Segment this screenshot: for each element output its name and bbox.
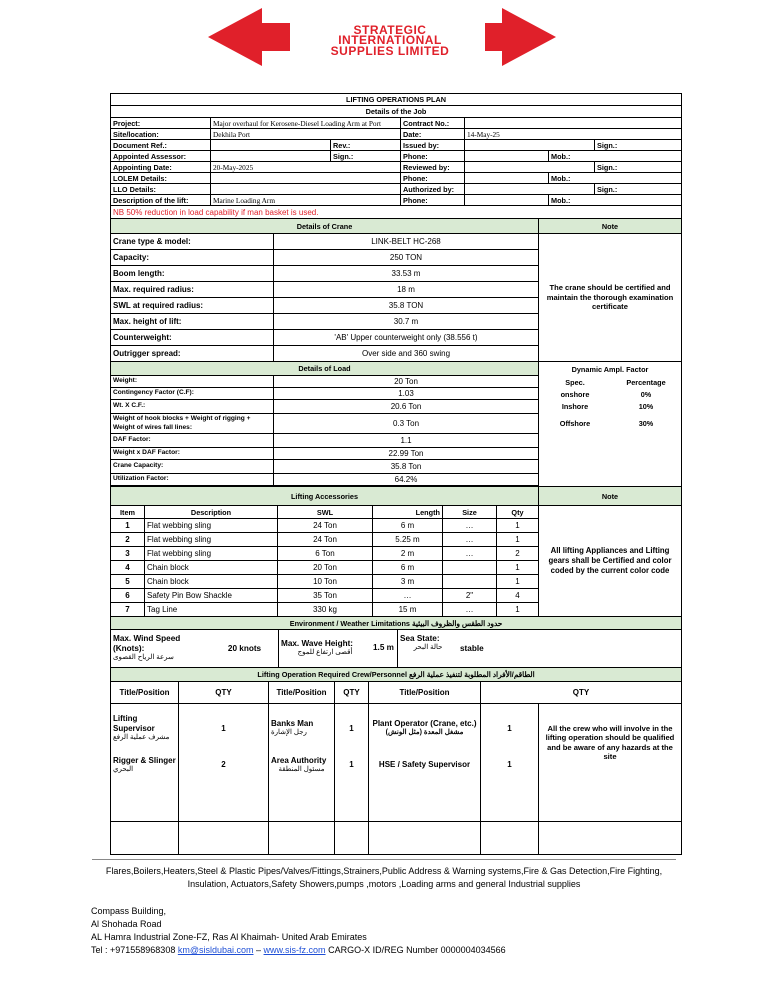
acc-description: Flat webbing sling: [145, 547, 278, 561]
acc-length: 3 m: [373, 575, 443, 589]
crane-section-title: Details of Crane: [111, 218, 539, 234]
acc-swl: 24 Ton: [278, 519, 373, 533]
reviewed-sign-label: Sign.:: [595, 162, 681, 173]
assessor-sign-label: Sign.:: [331, 151, 401, 162]
acc-size: …: [443, 519, 497, 533]
footer-divider: [92, 859, 676, 860]
acc-item: 2: [111, 533, 145, 547]
project-value: Major overhaul for Kerosene-Diesel Loading Arm at Port: [211, 118, 401, 129]
crew-header-qty-2: QTY: [335, 682, 369, 704]
acc-qty: 1: [497, 561, 539, 575]
crane-row-value: 250 TON: [274, 250, 539, 266]
load-row-value: 20.6 Ton: [274, 400, 539, 414]
crane-row-label: Max. required radius:: [111, 282, 274, 298]
crew-area-authority-ar: مسئول المنطقة: [278, 766, 325, 773]
crew-header-title-3: Title/Position: [369, 682, 481, 704]
site-label: Site/location:: [111, 129, 211, 140]
docref-value: [211, 140, 331, 151]
daf-spec-2: Inshore: [561, 401, 589, 411]
load-row-value: 35.8 Ton: [274, 460, 539, 474]
footer-email-link[interactable]: km@sisldubai.com: [177, 945, 254, 955]
daf-pct-2: 10%: [638, 401, 654, 411]
footer-contact: [91, 945, 506, 955]
load-row-label: Weight of hook blocks + Weight of rigging + Weight of wires fall lines:: [111, 414, 274, 434]
footer-address-2: Al Shohada Road: [91, 919, 162, 929]
crew-empty-3: [269, 822, 335, 854]
crane-row-label: Counterweight:: [111, 330, 274, 346]
lolem-value: [211, 173, 401, 184]
acc-description: Chain block: [145, 575, 278, 589]
acc-swl: 35 Ton: [278, 589, 373, 603]
crew-banks-man-qty: 1: [335, 704, 369, 752]
acc-swl: 10 Ton: [278, 575, 373, 589]
logo-line-3: SUPPLIES LIMITED: [330, 44, 450, 58]
crew-rigger-slinger-title: Rigger & Slinger: [113, 756, 176, 765]
assessor-label: Appointed Assessor:: [111, 151, 211, 162]
logo-line-2: INTERNATIONAL: [338, 33, 442, 47]
footer-dash: –: [256, 945, 262, 955]
crane-note-header: Note: [539, 218, 681, 234]
acc-length: 6 m: [373, 561, 443, 575]
issued-phone-value: [465, 151, 549, 162]
crew-hse-supervisor: HSE / Safety Supervisor: [369, 752, 481, 822]
date-label: Date:: [401, 129, 465, 140]
accessories-note: All lifting Appliances and Lifting gears shall be Certified and color coded by the current color code: [539, 506, 681, 617]
crew-plant-operator-qty: 1: [481, 704, 539, 752]
crew-plant-operator-title: Plant Operator (Crane, etc.): [372, 718, 477, 728]
crane-row-value: 18 m: [274, 282, 539, 298]
authorized-label: Authorized by:: [401, 184, 465, 195]
acc-length: 2 m: [373, 547, 443, 561]
load-row-value: 20 Ton: [274, 376, 539, 388]
form-title: LIFTING OPERATIONS PLAN: [111, 94, 681, 106]
crew-empty-1: [111, 822, 179, 854]
footer-cargo: CARGO-X ID/REG Number 0000004034566: [328, 945, 506, 955]
acc-item: 4: [111, 561, 145, 575]
crane-row-value: 'AB' Upper counterweight only (38.556 t): [274, 330, 539, 346]
crew-note: All the crew who will involve in the lifting operation should be qualified and be aware of any hazards at the site: [539, 704, 681, 822]
appointing-date-value: 20-May-2025: [211, 162, 401, 173]
acc-header-swl: SWL: [278, 506, 373, 519]
acc-swl: 330 kg: [278, 603, 373, 617]
acc-length: 5.25 m: [373, 533, 443, 547]
wind-speed-label-group: [111, 630, 211, 668]
issued-value: [465, 140, 595, 151]
acc-length: 6 m: [373, 519, 443, 533]
acc-header-qty: Qty: [497, 506, 539, 519]
daf-spec-header: Spec.: [565, 377, 585, 387]
crew-header-qty-1: QTY: [179, 682, 269, 704]
reviewed-phone-label: Phone:: [401, 173, 465, 184]
crew-plant-operator-ar: مشغل المعدة (مثل الونش): [385, 728, 464, 736]
wind-speed-label-ar: سرعة الرياح القصوى: [113, 654, 174, 662]
lolem-label: LOLEM Details:: [111, 173, 211, 184]
crew-section-title: Lifting Operation Required Crew/Personnel الطاقم/الأفراد المطلوبة لتنفيذ عملية الرفع: [111, 668, 681, 682]
footer-address-3: AL Hamra Industrial Zone-FZ, Ras Al Khaimah- United Arab Emirates: [91, 932, 367, 942]
acc-header-size: Size: [443, 506, 497, 519]
crew-hse-supervisor-qty: 1: [481, 752, 539, 822]
acc-length: 15 m: [373, 603, 443, 617]
acc-header-length: Length: [373, 506, 443, 519]
load-row-value: 1.1: [274, 434, 539, 448]
wind-speed-label: Max. Wind Speed (Knots):: [113, 633, 181, 654]
acc-size: …: [443, 547, 497, 561]
footer-products: Flares,Boilers,Heaters,Steel & Plastic Pipes/Valves/Fittings,Strainers,Public Address & Warning systems,Fire & Gas Detection,Fire Fighting,: [105, 866, 663, 876]
load-row-label: Utilization Factor:: [111, 474, 274, 486]
acc-description: Tag Line: [145, 603, 278, 617]
acc-size: 2": [443, 589, 497, 603]
acc-swl: 20 Ton: [278, 561, 373, 575]
daf-spec-1: onshore: [560, 389, 590, 399]
crane-row-label: Max. height of lift:: [111, 314, 274, 330]
load-row-value: 64.2%: [274, 474, 539, 486]
load-row-label: DAF Factor:: [111, 434, 274, 448]
daf-pct-header: Percentage: [626, 377, 666, 387]
crew-banks-man-title: Banks Man: [271, 718, 314, 728]
wave-height-label: Max. Wave Height:: [281, 639, 354, 648]
sea-state-label: Sea State:: [400, 634, 440, 643]
load-row-value: 1.03: [274, 388, 539, 400]
wave-height-label-group: [279, 630, 371, 668]
accessories-note-header: Note: [539, 486, 681, 506]
crane-row-label: Outrigger spread:: [111, 346, 274, 362]
crew-header-title-1: Title/Position: [111, 682, 179, 704]
acc-size: …: [443, 533, 497, 547]
wave-height-label-ar: أقصى ارتفاع للموج: [297, 649, 353, 657]
sea-state-label-group: [398, 630, 458, 668]
environment-section-title: Environment / Weather Limitations حدود الطقس والظروف البيئية: [111, 617, 681, 630]
acc-description: Flat webbing sling: [145, 519, 278, 533]
llo-value: [211, 184, 401, 195]
acc-description: Chain block: [145, 561, 278, 575]
company-logo: [0, 0, 768, 70]
load-row-label: Contingency Factor (C.F):: [111, 388, 274, 400]
date-value: 14-May-25: [465, 129, 681, 140]
acc-description: Safety Pin Bow Shackle: [145, 589, 278, 603]
sea-state-label-ar: حالة البحر: [413, 644, 443, 652]
job-section-title: Details of the Job: [111, 106, 681, 118]
crane-row-value: LINK-BELT HC-268: [274, 234, 539, 250]
acc-qty: 1: [497, 519, 539, 533]
load-row-label: Weight x DAF Factor:: [111, 448, 274, 460]
daf-spec-3: Offshore: [559, 418, 591, 428]
sea-state-value: stable: [458, 630, 681, 668]
crew-empty-4: [335, 822, 369, 854]
issued-mob-label: Mob.:: [549, 151, 681, 162]
acc-header-desc: Description: [145, 506, 278, 519]
crane-row-label: Crane type & model:: [111, 234, 274, 250]
crew-rigger-slinger-ar: البحري: [113, 766, 134, 773]
rev-label: Rev.:: [331, 140, 401, 151]
reviewed-mob-label: Mob.:: [549, 173, 681, 184]
contract-label: Contract No.:: [401, 118, 465, 129]
reviewed-value: [465, 162, 595, 173]
footer-address-1: Compass Building,: [91, 906, 167, 916]
crew-area-authority-title: Area Authority: [271, 756, 327, 765]
acc-qty: 1: [497, 575, 539, 589]
crew-empty-7: [539, 822, 681, 854]
crew-header-qty-3: QTY: [481, 682, 681, 704]
crane-row-value: 30.7 m: [274, 314, 539, 330]
desc-value: Marine Loading Arm: [211, 195, 401, 206]
acc-item: 5: [111, 575, 145, 589]
project-label: Project:: [111, 118, 211, 129]
load-row-label: Weight:: [111, 376, 274, 388]
authorized-phone-value: [465, 195, 549, 206]
footer-web-link[interactable]: www.sis-fz.com: [263, 945, 326, 955]
load-row-label: Crane Capacity:: [111, 460, 274, 474]
crane-row-value: 35.8 TON: [274, 298, 539, 314]
load-row-label: Wt. X C.F.:: [111, 400, 274, 414]
acc-qty: 2: [497, 547, 539, 561]
issued-phone-label: Phone:: [401, 151, 465, 162]
crane-row-value: Over side and 360 swing: [274, 346, 539, 362]
acc-qty: 1: [497, 603, 539, 617]
issued-label: Issued by:: [401, 140, 465, 151]
accessories-section-title: Lifting Accessories: [111, 486, 539, 506]
reviewed-phone-value: [465, 173, 549, 184]
acc-item: 7: [111, 603, 145, 617]
authorized-value: [465, 184, 595, 195]
site-value: Dekhila Port: [211, 129, 401, 140]
crew-lifting-supervisor-qty: 1: [179, 704, 269, 752]
crane-row-label: Boom length:: [111, 266, 274, 282]
nb-note: NB 50% reduction in load capability if man basket is used.: [113, 207, 319, 217]
wind-speed-value: 20 knots: [211, 630, 279, 668]
daf-header: Dynamic Ampl. Factor: [571, 364, 649, 374]
wave-height-value: 1.5 m: [371, 630, 398, 668]
acc-item: 3: [111, 547, 145, 561]
acc-length: …: [373, 589, 443, 603]
load-section-title: Details of Load: [111, 362, 539, 376]
daf-pct-1: 0%: [640, 389, 652, 399]
load-row-value: 22.99 Ton: [274, 448, 539, 460]
daf-pct-3: 30%: [638, 418, 654, 428]
issued-sign-label: Sign.:: [595, 140, 681, 151]
acc-qty: 1: [497, 533, 539, 547]
acc-item: 1: [111, 519, 145, 533]
acc-swl: 24 Ton: [278, 533, 373, 547]
desc-label: Description of the lift:: [111, 195, 211, 206]
acc-description: Flat webbing sling: [145, 533, 278, 547]
crew-rigger-slinger-qty: 2: [179, 752, 269, 822]
llo-label: LLO Details:: [111, 184, 211, 195]
footer-products-2: Insulation, Actuators,Safety Showers,pumps ,motors ,Loading arms and general Industrial supplies: [187, 879, 581, 889]
docref-label: Document Ref.:: [111, 140, 211, 151]
appointing-date-label: Appointing Date:: [111, 162, 211, 173]
logo-line-1: STRATEGIC: [353, 23, 427, 37]
crane-row-label: SWL at required radius:: [111, 298, 274, 314]
acc-header-item: Item: [111, 506, 145, 519]
crew-header-title-2: Title/Position: [269, 682, 335, 704]
load-row-value: 0.3 Ton: [274, 414, 539, 434]
authorized-mob-label: Mob.:: [549, 195, 681, 206]
acc-item: 6: [111, 589, 145, 603]
crew-empty-5: [369, 822, 481, 854]
authorized-phone-label: Phone:: [401, 195, 465, 206]
crew-lifting-supervisor-ar: مشرف عملية الرفع: [113, 733, 170, 741]
reviewed-label: Reviewed by:: [401, 162, 465, 173]
authorized-sign-label: Sign.:: [595, 184, 681, 195]
crane-row-label: Capacity:: [111, 250, 274, 266]
contract-value: [465, 118, 681, 129]
crew-banks-man-ar: رجل الإشارة: [271, 728, 307, 736]
lifting-plan-form: [110, 93, 682, 855]
footer-tel: Tel : +971558968308: [91, 945, 176, 955]
acc-swl: 6 Ton: [278, 547, 373, 561]
crane-row-value: 33.53 m: [274, 266, 539, 282]
crew-empty-2: [179, 822, 269, 854]
crew-lifting-supervisor-title: Lifting Supervisor: [113, 713, 155, 733]
crane-note: The crane should be certified and maintain the thorough examination certificate: [539, 234, 681, 362]
assessor-value: [211, 151, 331, 162]
crew-area-authority-qty: 1: [335, 752, 369, 822]
crew-empty-6: [481, 822, 539, 854]
acc-qty: 4: [497, 589, 539, 603]
acc-size: …: [443, 603, 497, 617]
